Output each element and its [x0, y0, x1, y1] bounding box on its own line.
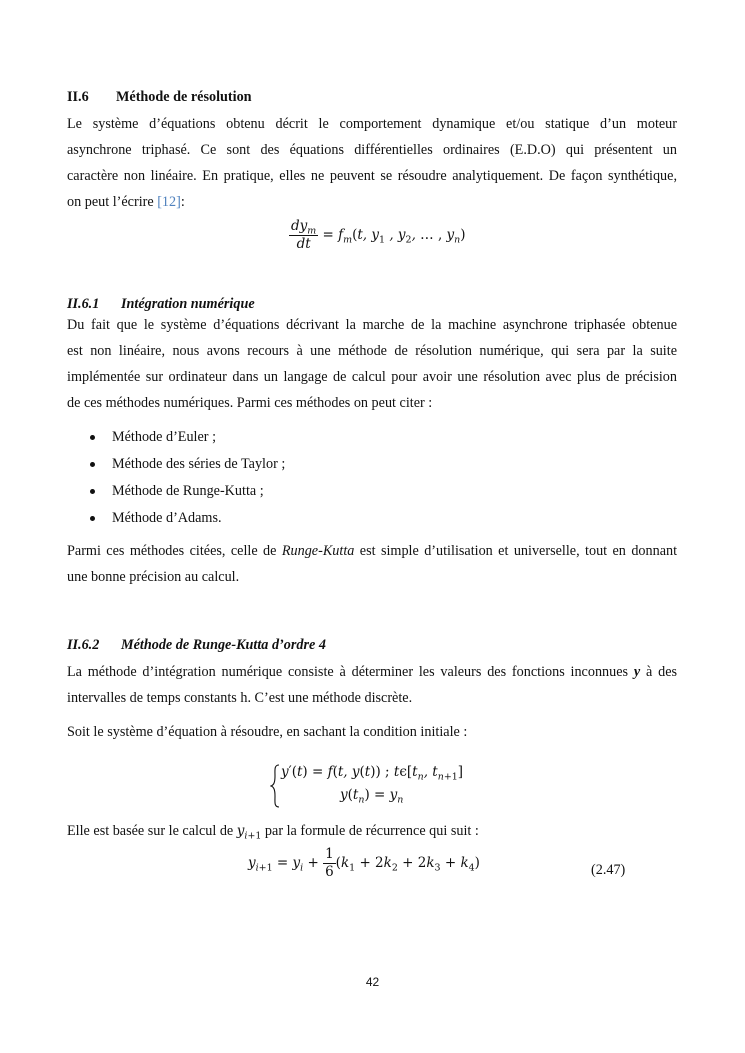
paragraph-line: de ces méthodes numériques. Parmi ces méthodes on peut citer : — [67, 395, 433, 411]
bullet-icon — [90, 516, 95, 521]
section-title: Intégration numérique — [121, 296, 255, 312]
fraction: $\frac{dy_m}{dt}$ — [291, 218, 317, 252]
paragraph-line: est non linéaire, nous avons recours à une méthode de résolution numérique, qui sera par la suite — [67, 343, 677, 359]
citation-link[interactable]: [12] — [157, 194, 181, 210]
paragraph-line — [67, 189, 677, 215]
section-number: II.6.2 — [67, 637, 100, 653]
text-span: on peut l’écrire — [67, 194, 154, 210]
equation-ode: $\frac{dy_m}{dt}$ = $f_m(t$, $y_1$ , $y_2$, … , $y_n$) — [291, 218, 466, 252]
section-number: II.6.1 — [67, 296, 100, 312]
list-item: Méthode d’Adams. — [90, 505, 285, 532]
text-span: : — [180, 194, 185, 210]
equation-number: (2.47) — [591, 862, 626, 878]
list-item: Méthode d’Euler ; — [90, 424, 285, 451]
bullet-icon — [90, 435, 95, 440]
paragraph-line: Parmi ces méthodes citées, celle de Runge-Kutta est simple d’utilisation et universelle, tout en donnant — [67, 543, 678, 559]
section-heading-2-6-2 — [67, 637, 326, 654]
paragraph-line: caractère non linéaire. En pratique, elles ne peuvent se résoudre analytiquement. De façon synthétique, — [67, 168, 677, 184]
inline-math: $y_{i+1}$ — [236, 823, 262, 842]
paragraph-line: Soit le système d’équation à résoudre, en sachant la condition initiale : — [67, 724, 468, 740]
methods-list — [90, 424, 285, 532]
paragraph-line: Du fait que le système d’équations décrivant la marche de la machine asynchrone triphasée obtenue — [67, 317, 677, 333]
section-heading-2-6-1 — [67, 296, 255, 313]
section-title: Méthode de résolution — [116, 89, 252, 105]
left-brace-icon — [270, 764, 280, 808]
bullet-icon — [90, 462, 95, 467]
paragraph-line: Le système d’équations obtenu décrit le comportement dynamique et/ou statique d’un moteur — [67, 116, 677, 132]
paragraph-line: intervalles de temps constants h. C’est une méthode discrète. — [67, 690, 413, 706]
paragraph-line: asynchrone triphasé. Ce sont des équations différentielles ordinaires (E.D.O) qui présentent un — [67, 142, 677, 158]
section-title: Méthode de Runge-Kutta d’ordre 4 — [121, 637, 326, 653]
section-heading-2-6 — [67, 89, 252, 106]
paragraph-line: Elle est basée sur le calcul de $y_{i+1}$ par la formule de récurrence qui suit : — [67, 823, 479, 842]
paragraph-line: La méthode d’intégration numérique consiste à déterminer les valeurs des fonctions inconnues y à des — [67, 664, 678, 680]
fraction: $\frac{1}{6}$ — [325, 846, 334, 880]
equation-line: y′(t) = f(t, y(t)) ; $t\epsilon[t_n$, $t_{n+1}$] — [281, 764, 464, 783]
equation-runge-kutta: $y_{i+1} = y_i$ + $\frac{1}{6}$ $(k_1 + 2k_2 + 2k_3 + k_4)$ — [248, 846, 480, 880]
equation-line: $y(t_n) = y_n$ — [340, 787, 404, 806]
paragraph-line: une bonne précision au calcul. — [67, 569, 240, 585]
section-number: II.6 — [67, 89, 89, 105]
equation-system — [270, 762, 490, 810]
paragraph-line: implémentée sur ordinateur dans un langage de calcul pour avoir une résolution avec plus de précision — [67, 369, 677, 385]
italic-term: Runge-Kutta — [281, 543, 355, 559]
bold-variable: y — [633, 664, 641, 680]
list-item: Méthode de Runge-Kutta ; — [90, 478, 285, 505]
list-item: Méthode des séries de Taylor ; — [90, 451, 285, 478]
page-number: 42 — [365, 975, 380, 989]
bullet-icon — [90, 489, 95, 494]
